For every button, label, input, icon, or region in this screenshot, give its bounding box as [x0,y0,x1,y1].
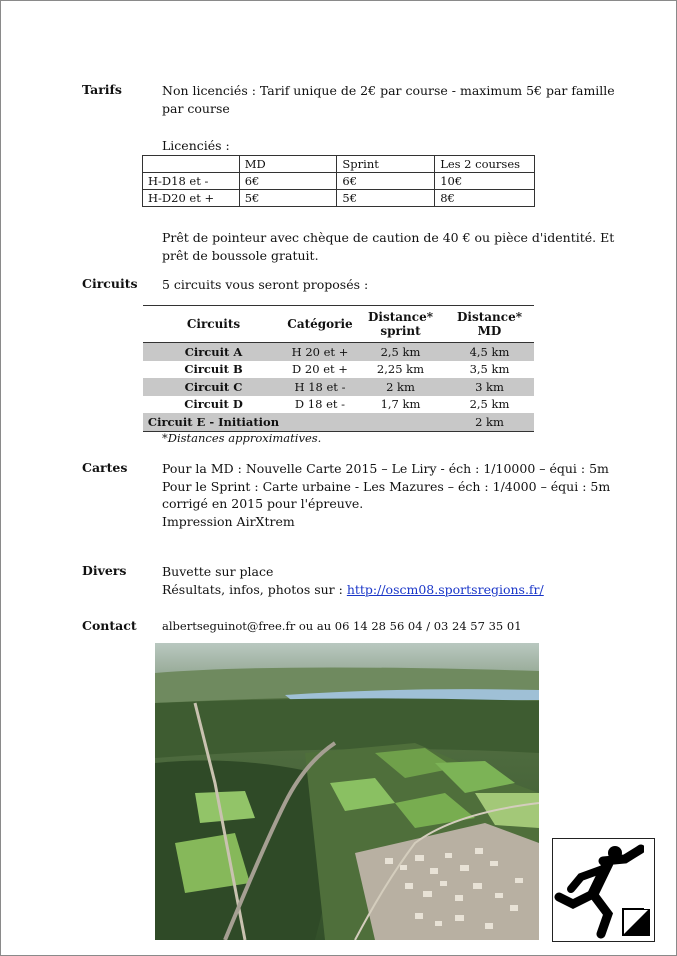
table-cell: D 18 et - [294,397,346,412]
table-header-cell: Circuits [143,306,284,343]
divers-text [162,563,544,598]
orienteering-runner-logo [552,838,655,942]
table-cell: 4,5 km [445,343,534,361]
table-cell: 5€ [337,190,435,207]
tarifs-label: Tarifs [82,82,122,97]
cartes-label: Cartes [82,460,128,475]
pret-text [162,229,614,264]
pret-line1: Prêt de pointeur avec chèque de caution de 40 € ou pièce d'identité. Et [162,230,615,245]
divers-line2-prefix: Résultats, infos, photos sur : [162,581,343,597]
table-row [143,190,535,207]
table-cell: Circuit E - Initiation [143,413,284,431]
table-cell: MD [239,156,337,173]
table-row [143,396,534,414]
cartes-line1: Pour la MD : Nouvelle Carte 2015 – Le Liry - éch : 1/10000 – équi : 5m [162,461,609,476]
table-header-cell: Distance* sprint [356,306,445,343]
table-cell: 5€ [239,190,337,207]
table-cell: 10€ [435,173,535,190]
table-cell: 6€ [337,173,435,190]
table-cell [356,413,445,431]
table-cell: 3 km [445,378,534,396]
table-header-row [143,306,534,343]
table-cell: Circuit D [184,397,243,412]
table-cell: 2,25 km [376,362,425,377]
cartes-text [162,460,610,530]
circuits-table [143,305,534,432]
divers-label: Divers [82,563,127,578]
table-cell: 2 km [445,413,534,431]
table-cell: 2,5 km [469,397,510,412]
table-cell: Les 2 courses [435,156,535,173]
tarifs-text [162,82,615,117]
table-cell: H-D20 et + [143,190,240,207]
table-cell: H 20 et + [284,343,356,361]
table-row [143,413,534,431]
table-cell [284,413,356,431]
licencies-label: Licenciés : [162,138,230,153]
table-row [143,361,534,379]
divers-line1: Buvette sur place [162,564,274,579]
circuits-intro: 5 circuits vous seront proposés : [162,277,369,292]
table-cell: 6€ [239,173,337,190]
tarifs-line1: Non licenciés : Tarif unique de 2€ par course - maximum 5€ par famille [162,83,615,98]
results-link[interactable]: http://oscm08.sportsregions.fr/ [346,581,544,597]
table-cell: 3,5 km [469,362,510,377]
cartes-line3: corrigé en 2015 pour l'épreuve. [162,496,364,511]
table-cell: H 18 et - [284,378,356,396]
cartes-line2: Pour le Sprint : Carte urbaine - Les Mazures – éch : 1/4000 – équi : 5m [162,478,611,494]
table-cell: Circuit C [143,378,284,396]
table-cell: Circuit A [143,343,284,361]
table-header-cell: Distance* MD [445,306,534,343]
aerial-photo [155,643,539,940]
table-cell: Sprint [337,156,435,173]
table-cell: 1,7 km [380,397,421,412]
contact-text: albertseguinot@free.fr ou au 06 14 28 56 04 / 03 24 57 35 01 [162,619,522,633]
table-row [143,378,534,396]
table-row [143,173,535,190]
cartes-line4: Impression AirXtrem [162,513,295,529]
licencies-table [142,155,535,207]
table-cell: 8€ [435,190,535,207]
circuits-label: Circuits [82,276,138,291]
table-cell: 2 km [356,378,445,396]
table-cell: H-D18 et - [143,173,240,190]
table-cell [143,156,240,173]
table-cell: D 20 et + [292,362,348,377]
contact-label: Contact [82,618,137,633]
distances-note: *Distances approximatives. [162,431,322,445]
tarifs-line2: par course [162,100,230,116]
pret-line2: prêt de boussole gratuit. [162,247,319,263]
table-cell: Circuit B [184,362,243,377]
divers-line2 [162,581,544,599]
table-header-row [143,156,535,173]
table-header-cell: Catégorie [284,306,356,343]
table-cell: 2,5 km [356,343,445,361]
table-row [143,343,534,361]
